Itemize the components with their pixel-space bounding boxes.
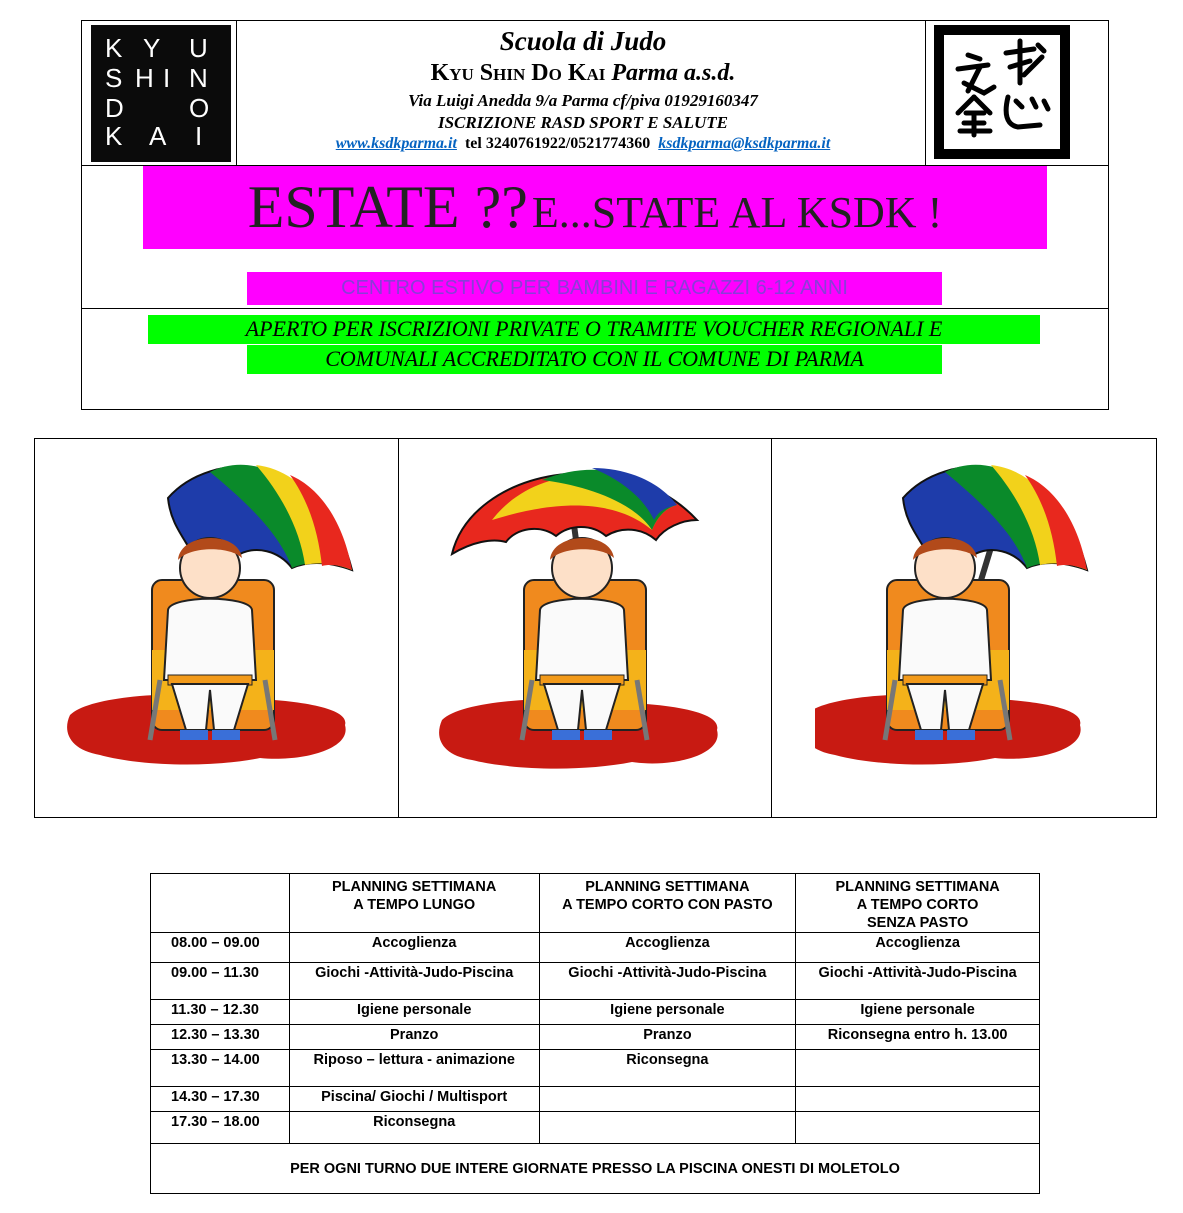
table-cell [796, 1087, 1040, 1112]
table-header [151, 874, 290, 933]
table-cell: 14.30 – 17.30 [151, 1087, 290, 1112]
table-cell: Accoglienza [539, 933, 796, 963]
table-row [151, 1025, 1040, 1050]
table-cell: Accoglienza [289, 933, 539, 963]
table-cell: 13.30 – 14.00 [151, 1050, 290, 1087]
table-cell: Riposo – lettura - animazione [289, 1050, 539, 1087]
table-cell: Giochi -Attività-Judo-Piscina [539, 963, 796, 1000]
banner-subtitle: CENTRO ESTIVO PER BAMBINI E RAGAZZI 6-12 ANNI [247, 272, 942, 305]
logo-letter: N [189, 63, 222, 93]
logo-letter: I [163, 63, 185, 93]
table-row [151, 1087, 1040, 1112]
school-name [241, 60, 925, 87]
table-cell: 12.30 – 13.30 [151, 1025, 290, 1050]
logo-letter: S [105, 63, 137, 93]
table-cell: Giochi -Attività-Judo-Piscina [796, 963, 1040, 1000]
table-row [151, 963, 1040, 1000]
banner-part1: ESTATE ?? [247, 174, 528, 240]
table-cell: Igiene personale [796, 1000, 1040, 1025]
judoka-umbrella-illustration [815, 450, 1115, 795]
header-divider-right [925, 20, 926, 165]
school-name-italic: Parma a.s.d. [611, 60, 736, 86]
table-cell: Riconsegna [289, 1112, 539, 1144]
table-row [151, 1000, 1040, 1025]
table-cell [539, 1112, 796, 1144]
table-cell [796, 1112, 1040, 1144]
school-contacts [241, 135, 925, 153]
logo-letter: I [195, 121, 217, 151]
school-registration: ISCRIZIONE RASD SPORT E SALUTE [437, 113, 729, 132]
enrollment-line-1: APERTO PER ISCRIZIONI PRIVATE O TRAMITE VOUCHER REGIONALI E [148, 315, 1040, 344]
table-header: PLANNING SETTIMANA A TEMPO LUNGO [289, 874, 539, 933]
table-cell: Riconsegna entro h. 13.00 [796, 1025, 1040, 1050]
table-header: PLANNING SETTIMANA A TEMPO CORTO CON PASTO [539, 874, 796, 933]
table-header: PLANNING SETTIMANA A TEMPO CORTO SENZA PASTO [796, 874, 1040, 933]
table-cell [796, 1050, 1040, 1087]
logo-letter: H [135, 63, 168, 93]
table-cell: Igiene personale [539, 1000, 796, 1025]
table-cell: 11.30 – 12.30 [151, 1000, 290, 1025]
illustration-divider [771, 438, 772, 818]
table-cell: Giochi -Attività-Judo-Piscina [289, 963, 539, 1000]
logo-letter: O [189, 93, 224, 123]
school-title: Scuola di Judo [499, 26, 667, 56]
table-cell: Pranzo [539, 1025, 796, 1050]
logo-letter: K [105, 121, 137, 151]
table-row [151, 1050, 1040, 1087]
kyushindokai-logo [91, 25, 231, 162]
logo-letter: Y [143, 33, 175, 63]
school-name-smallcaps: Kyu Shin Do Kai [430, 60, 606, 86]
table-cell: Pranzo [289, 1025, 539, 1050]
table-cell: Riconsegna [539, 1050, 796, 1087]
banner-part2: E...STATE AL KSDK ! [531, 188, 943, 237]
table-cell: Accoglienza [796, 933, 1040, 963]
table-cell [539, 1087, 796, 1112]
judoka-umbrella-illustration [432, 450, 732, 795]
table-cell: 09.00 – 11.30 [151, 963, 290, 1000]
table-row [151, 1112, 1040, 1144]
table-footer-row [151, 1144, 1040, 1194]
logo-letter: D [105, 93, 138, 123]
logo-letter: A [149, 121, 181, 151]
table-cell: Piscina/ Giochi / Multisport [289, 1087, 539, 1112]
table-row [151, 933, 1040, 963]
schedule-table [150, 873, 1040, 1194]
header-divider-left [236, 20, 237, 165]
website-link[interactable]: www.ksdkparma.it [335, 135, 457, 152]
calligraphy-icon [944, 35, 1060, 149]
table-cell: 17.30 – 18.00 [151, 1112, 290, 1144]
judoka-umbrella-illustration [60, 450, 360, 795]
table-cell: 08.00 – 09.00 [151, 933, 290, 963]
enrollment-line-2: COMUNALI ACCREDITATO CON IL COMUNE DI PARMA [247, 345, 942, 374]
email-link[interactable]: ksdkparma@ksdkparma.it [658, 135, 831, 152]
table-cell: Igiene personale [289, 1000, 539, 1025]
summer-banner [143, 166, 1047, 249]
table-footer-note: PER OGNI TURNO DUE INTERE GIORNATE PRESSO LA PISCINA ONESTI DI MOLETOLO [151, 1144, 1040, 1194]
illustration-divider [398, 438, 399, 818]
banner-divider [81, 308, 1109, 309]
phone-text: tel 3240761922/0521774360 [464, 135, 651, 152]
table-header-row [151, 874, 1040, 933]
calligraphy-logo [934, 25, 1070, 159]
logo-letter: U [189, 33, 222, 63]
logo-letter: K [105, 33, 137, 63]
school-address: Via Luigi Anedda 9/a Parma cf/piva 01929160347 [408, 91, 758, 110]
